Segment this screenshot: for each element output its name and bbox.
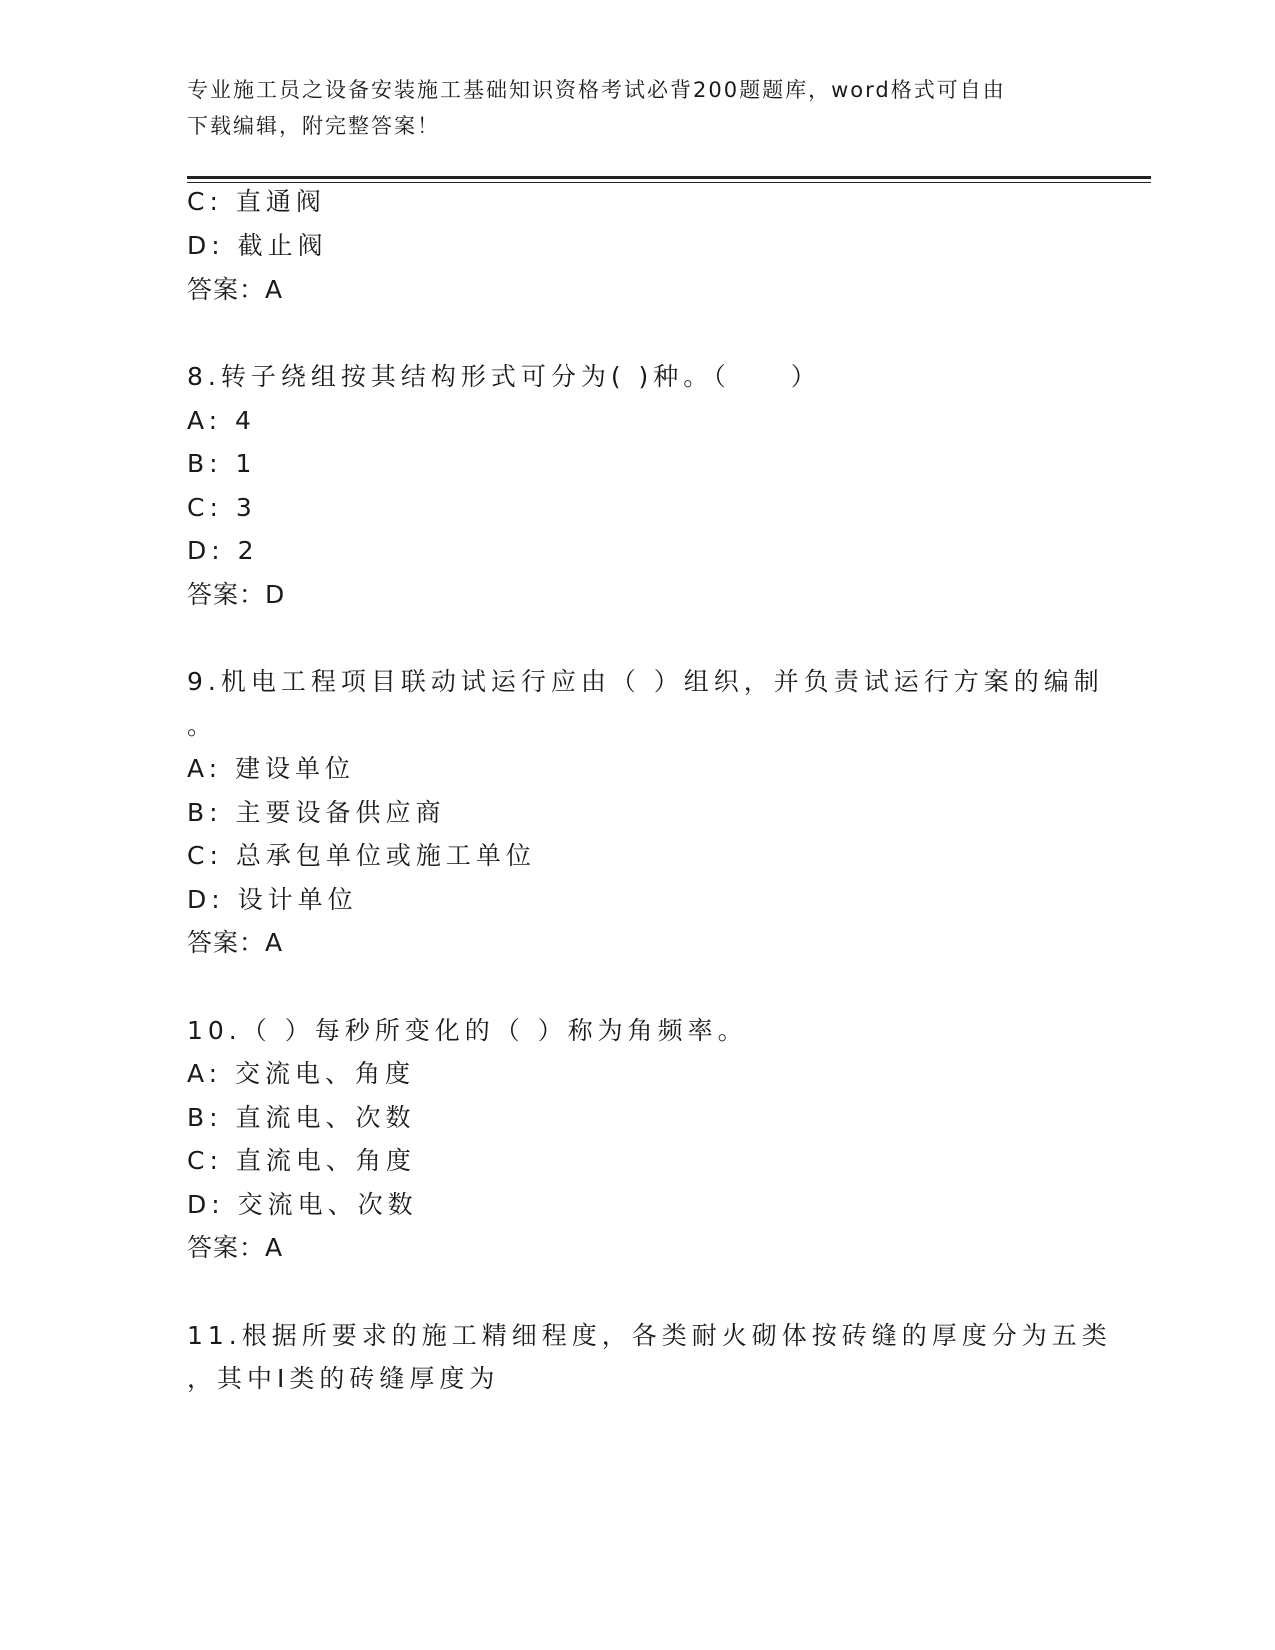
- q9-option-d: D: 设计单位: [187, 885, 358, 914]
- document-header: [187, 72, 1087, 144]
- q8-option-d: D: 2: [187, 536, 259, 565]
- q10-option-c: C: 直流电、角度: [187, 1146, 416, 1175]
- q11-question-line-2: ，其中Ⅰ类的砖缝厚度为: [187, 1364, 500, 1393]
- q9-option-a: A: 建设单位: [187, 754, 356, 783]
- q8-answer: 答案：D: [187, 580, 286, 609]
- q10-question: 10.（ ）每秒所变化的（ ）称为角频率。: [187, 1016, 748, 1045]
- prev-answer: 答案：A: [187, 275, 284, 304]
- q9-answer: 答案：A: [187, 928, 284, 957]
- header-divider-thin: [187, 182, 1151, 183]
- prev-option-d: D: 截止阀: [187, 231, 328, 260]
- q10-option-b: B: 直流电、次数: [187, 1103, 416, 1132]
- q9-option-b: B: 主要设备供应商: [187, 798, 446, 827]
- q9-option-c: C: 总承包单位或施工单位: [187, 841, 536, 870]
- q10-option-d: D: 交流电、次数: [187, 1190, 418, 1219]
- header-line-1: 专业施工员之设备安装施工基础知识资格考试必背200题题库，word格式可自由: [187, 78, 1006, 102]
- q8-question: 8.转子绕组按其结构形式可分为( )种。（ ）: [187, 362, 821, 391]
- q8-option-a: A: 4: [187, 406, 256, 435]
- q11-question-line-1: 11.根据所要求的施工精细程度，各类耐火砌体按砖缝的厚度分为五类: [187, 1321, 1112, 1350]
- header-line-2: 下载编辑，附完整答案！: [187, 114, 440, 138]
- q10-option-a: A: 交流电、角度: [187, 1059, 416, 1088]
- q9-question-line-2: 。: [187, 711, 218, 740]
- q10-answer: 答案：A: [187, 1233, 284, 1262]
- q9-question-line-1: 9.机电工程项目联动试运行应由（ ）组织，并负责试运行方案的编制: [187, 667, 1104, 696]
- prev-option-c: C: 直通阀: [187, 187, 326, 216]
- header-divider-thick: [187, 176, 1151, 179]
- q8-option-c: C: 3: [187, 493, 257, 522]
- q8-option-b: B: 1: [187, 449, 257, 478]
